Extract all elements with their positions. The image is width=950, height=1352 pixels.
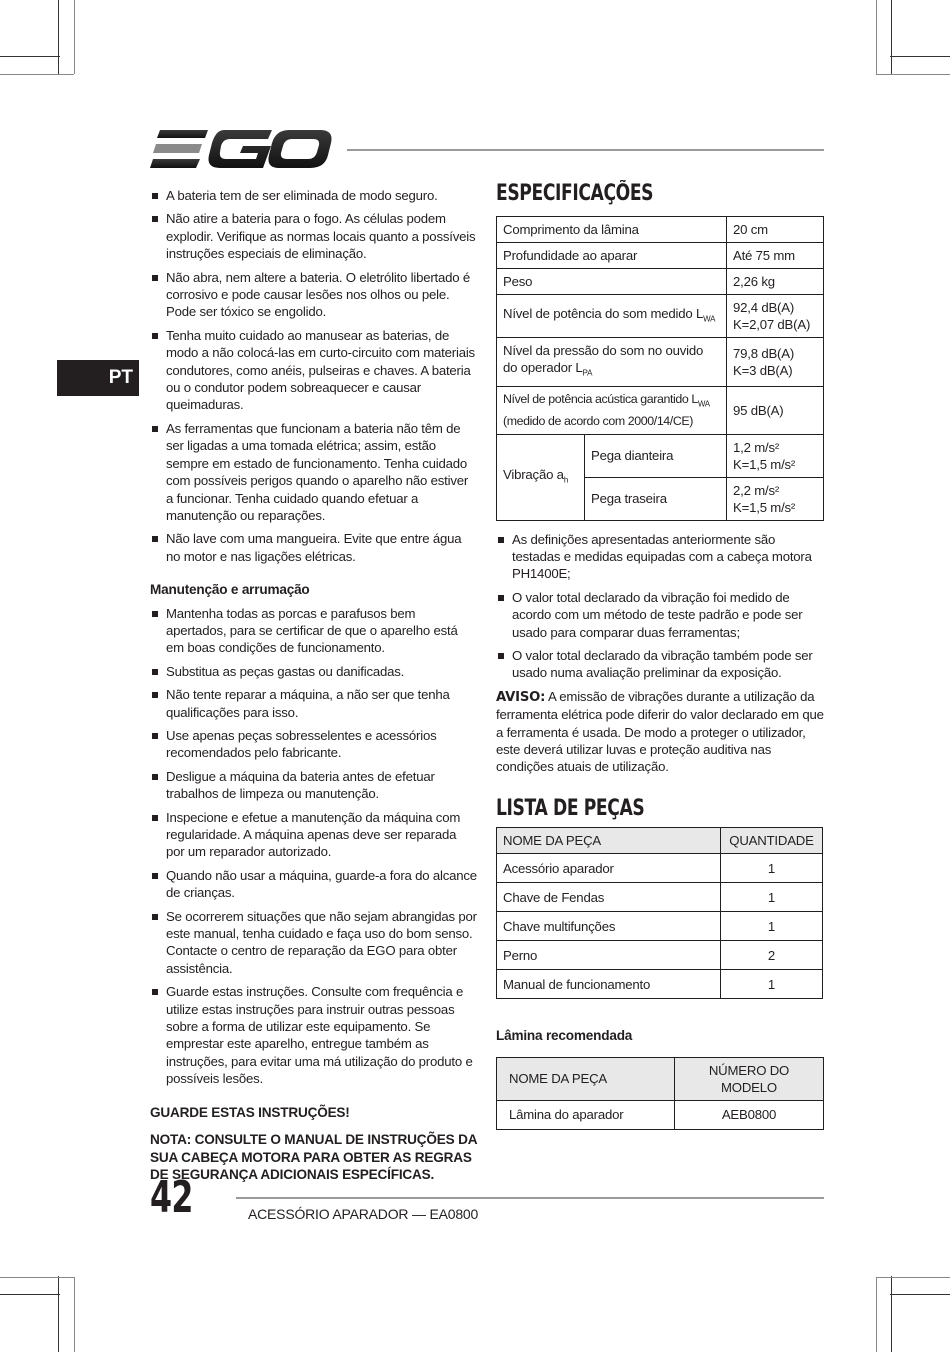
spec-value-line: 79,8 dB(A) [733,346,795,362]
spec-value-line: 92,4 dB(A) [733,300,795,316]
list-item: O valor total declarado da vibração foi medido de acordo com um método de teste padrão e pode ser usado para comparar duas ferramentas; [496,589,824,641]
spec-label [497,387,727,434]
spec-sublabel: Pega dianteira [585,434,727,477]
spec-value: 95 dB(A) [727,387,824,434]
page-number: 42 [150,1172,193,1223]
list-item: A bateria tem de ser eliminada de modo seguro. [150,187,477,204]
crop-mark [58,0,59,74]
footer-rule [236,1197,824,1199]
list-item: Não atire a bateria para o fogo. As células podem explodir. Verifique as normas locais quanto a possíveis instruções especiais de eliminação. [150,210,477,262]
blade-model: AEB0800 [675,1100,824,1129]
part-qty: 1 [721,970,823,999]
table-header-row [497,1057,824,1100]
spec-value: Até 75 mm [727,243,824,269]
spec-label [497,434,585,520]
recommended-blade-heading: Lâmina recomendada [496,1028,633,1044]
spec-notes-list [496,531,824,682]
column-header: NOME DA PEÇA [497,1057,675,1100]
right-column [496,181,824,1130]
list-item: Guarde estas instruções. Consulte com frequência e utilize estas instruções para instruir outras pessoas sobre a forma de utilizar este equipamento. Se emprestar este aparelho, entregue também as instruções, para evitar uma má utilização do produto e possíveis lesões. [150,983,477,1087]
spec-value-line: 1,2 m/s² [733,439,780,455]
crop-mark [891,1276,892,1352]
list-item: Use apenas peças sobresselentes e acessórios recomendados pelo fabricante. [150,727,477,762]
left-column [150,187,477,1183]
part-name: Chave de Fendas [497,883,721,912]
crop-mark [890,56,950,57]
save-instructions: GUARDE ESTAS INSTRUÇÕES! [150,1104,350,1120]
parts-list-title: LISTA DE PEÇAS [496,795,645,821]
part-name: Manual de funcionamento [497,970,721,999]
maintenance-heading: Manutenção e arrumação [150,582,310,598]
list-item: As ferramentas que funcionam a bateria não têm de ser ligadas a uma tomada elétrica; assim, estão sempre em estado de funcionamento. Tenha cuidado com possíveis perigos quando o aparelho não estiver a funcionar. Tenha cuidado quando efetuar a manutenção ou reparações. [150,420,477,524]
header-rule [347,149,824,151]
maintenance-list [150,605,477,1088]
crop-mark [890,1294,950,1295]
column-header: NÚMERO DO MODELO [675,1057,824,1100]
list-item: As definições apresentadas anteriormente são testadas e medidas equipadas com a cabeça motora PH1400E; [496,531,824,583]
spec-value [727,434,824,477]
spec-sublabel: Pega traseira [585,477,727,520]
table-row [497,387,824,434]
table-row [497,217,824,243]
list-item: Tenha muito cuidado ao manusear as baterias, de modo a não colocá-las em curto-circuito com materiais condutores, como anéis, pulseiras e chaves. A bateria ou o condutor podem sobreaquecer e causar queimaduras. [150,327,477,414]
specifications-table [496,216,824,520]
crop-mark [74,1277,75,1352]
recommended-blade-table [496,1057,824,1130]
spec-value [727,295,824,338]
crop-mark [58,1276,59,1352]
spec-label-text: Nível da pressão do som no ouvido do operador L [503,343,704,376]
crop-mark [876,0,877,74]
list-item: Inspecione e efetue a manutenção da máquina com regularidade. A máquina apenas deve ser reparada por um reparador autorizado. [150,809,477,861]
table-row [497,883,823,912]
ego-logo [150,128,332,170]
warning-paragraph [496,688,824,776]
table-row [497,295,824,338]
list-item: Mantenha todas as porcas e parafusos bem apertados, para se certificar de que o aparelho está em boas condições de funcionamento. [150,605,477,657]
table-row [497,970,823,999]
list-item: Se ocorrerem situações que não sejam abrangidas por este manual, tenha cuidado e faça uso do bom senso. Contacte o centro de reparação da EGO para obter assistência. [150,908,477,978]
spec-label-text: Nível de potência do som medido L [503,306,704,322]
spec-label [497,295,727,338]
spec-label-subscript: h [563,475,569,485]
parts-list-table [496,827,823,999]
column-header: QUANTIDADE [721,828,823,854]
part-qty: 1 [721,854,823,883]
warning-label: AVISO: [496,689,546,705]
spec-label-text: (medido de acordo com 2000/14/CE) [503,413,693,428]
specs-title: ESPECIFICAÇÕES [496,181,654,206]
spec-label: Peso [497,269,727,295]
table-row [497,912,823,941]
footer-title: ACESSÓRIO APARADOR — EA0800 [248,1206,479,1222]
spec-label-subscript: WA [697,399,710,409]
part-name: Acessório aparador [497,854,721,883]
crop-mark [0,1294,60,1295]
crop-mark [891,0,892,74]
spec-label: Profundidade ao aparar [497,243,727,269]
battery-safety-list [150,187,477,565]
spec-label-text: Nível de potência acústica garantido L [503,392,698,407]
spec-value-line: 2,2 m/s² [733,482,780,498]
spec-value: 20 cm [727,217,824,243]
language-tab [57,360,139,396]
crop-mark [0,56,60,57]
language-tab-label: PT [108,367,133,388]
column-header: NOME DA PEÇA [497,828,721,854]
spec-value: 2,26 kg [727,269,824,295]
warning-text: A emissão de vibrações durante a utilização da ferramenta elétrica pode diferir do valor declarado em que a ferramenta é usada. De modo a proteger o utilizador, este deverá utilizar luvas e proteção auditiva nas condições atuais de utilização. [496,688,824,775]
table-row [497,1100,824,1129]
spec-label-subscript: WA [703,314,716,324]
part-name: Chave multifunções [497,912,721,941]
spec-value-line: K=1,5 m/s² [733,456,796,472]
spec-label-text: Vibração a [503,466,564,482]
list-item: Substitua as peças gastas ou danificadas. [150,663,477,680]
blade-name: Lâmina do aparador [497,1100,675,1129]
table-row [497,338,824,387]
table-row [497,434,824,477]
spec-label [497,338,727,387]
list-item: Não tente reparar a máquina, a não ser que tenha qualificações para isso. [150,686,477,721]
part-qty: 1 [721,883,823,912]
spec-value-line: K=3 dB(A) [733,363,793,379]
table-row [497,269,824,295]
crop-mark [0,1277,74,1278]
list-item: O valor total declarado da vibração também pode ser usado numa avaliação preliminar da exposição. [496,647,824,682]
spec-value [727,477,824,520]
list-item: Quando não usar a máquina, guarde-a fora do alcance de crianças. [150,867,477,902]
table-row [497,854,823,883]
table-header-row [497,828,823,854]
safety-note: NOTA: CONSULTE O MANUAL DE INSTRUÇÕES DA SUA CABEÇA MOTORA PARA OBTER AS REGRAS DE SEGURANÇA ADICIONAIS ESPECÍFICAS. [150,1132,477,1182]
table-row [497,941,823,970]
crop-mark [0,74,74,75]
crop-mark [876,74,950,75]
list-item: Desligue a máquina da bateria antes de efetuar trabalhos de limpeza ou manutenção. [150,768,477,803]
crop-mark [74,0,75,74]
spec-value-line: K=2,07 dB(A) [733,317,811,333]
list-item: Não lave com uma mangueira. Evite que entre água no motor e nas ligações elétricas. [150,530,477,565]
crop-mark [876,1277,877,1352]
part-name: Perno [497,941,721,970]
table-row [497,243,824,269]
part-qty: 1 [721,912,823,941]
part-qty: 2 [721,941,823,970]
spec-value [727,338,824,387]
spec-label: Comprimento da lâmina [497,217,727,243]
crop-mark [876,1277,950,1278]
spec-label-subscript: PA [582,369,593,379]
spec-value-line: K=1,5 m/s² [733,499,796,515]
list-item: Não abra, nem altere a bateria. O eletrólito libertado é corrosivo e pode causar lesões nos olhos ou pele. Pode ser tóxico se engolido. [150,269,477,321]
